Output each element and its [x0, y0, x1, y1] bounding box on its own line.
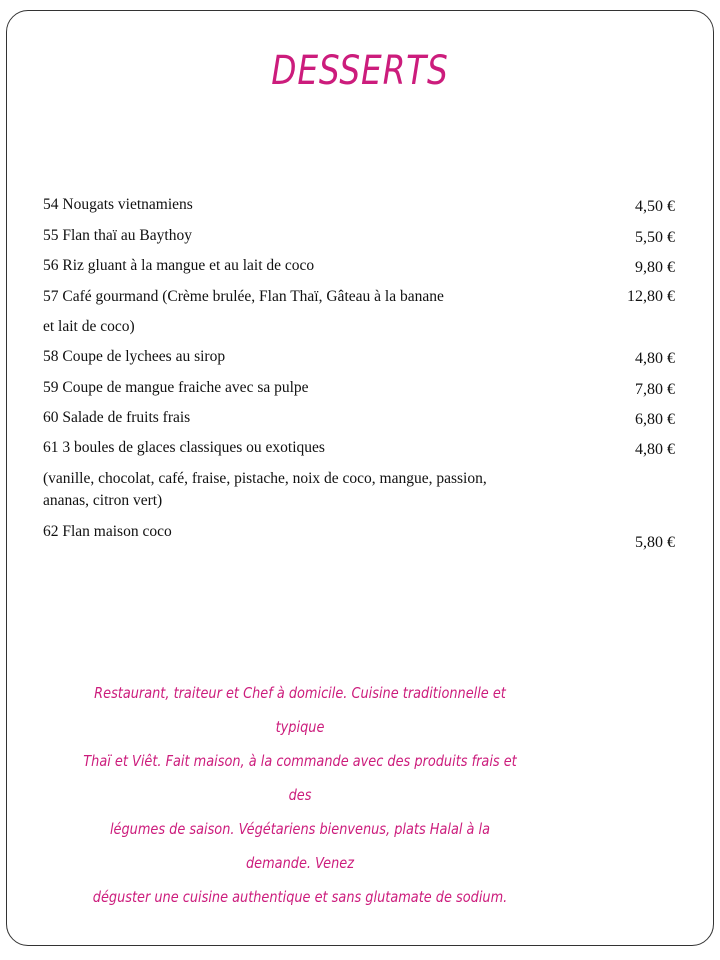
item-58-price: 4,80 €	[635, 350, 675, 367]
item-60-label: 60 Salade de fruits frais	[43, 409, 191, 426]
item-56-price: 9,80 €	[635, 259, 675, 276]
page-title: DESSERTS	[271, 48, 449, 94]
item-60-price: 6,80 €	[635, 411, 675, 428]
item-56-label: 56 Riz gluant à la mangue et au lait de coco	[43, 257, 315, 274]
item-61-label: 61 3 boules de glaces classiques ou exotiques	[43, 439, 325, 456]
description-line: déguster une cuisine authentique et sans glutamate de sodium.	[92, 888, 508, 906]
description-line: Thaï et Viêt. Fait maison, à la commande avec des produits frais et des	[83, 752, 517, 804]
item-62-label: 62 Flan maison coco	[43, 523, 172, 540]
item-59-label: 59 Coupe de mangue fraiche avec sa pulpe	[43, 379, 309, 396]
item-57-label: 57 Café gourmand (Crème brulée, Flan Thaï, Gâteau à la banane	[43, 288, 444, 305]
item-55-label: 55 Flan thaï au Baythoy	[43, 227, 192, 244]
restaurant-description	[76, 676, 523, 914]
item-54-label: 54 Nougats vietnamiens	[43, 196, 193, 213]
item-54-price: 4,50 €	[635, 198, 675, 215]
item-55-price: 5,50 €	[635, 229, 675, 246]
description-line: Restaurant, traiteur et Chef à domicile. Cuisine traditionnelle et typique	[94, 684, 506, 736]
item-59-price: 7,80 €	[635, 381, 675, 398]
item-57-price: 12,80 €	[627, 288, 675, 305]
item-62-price: 5,80 €	[635, 534, 675, 551]
item-58-label: 58 Coupe de lychees au sirop	[43, 348, 226, 365]
item-61-flavours-cont: ananas, citron vert)	[43, 492, 163, 509]
item-61-flavours: (vanille, chocolat, café, fraise, pistache, noix de coco, mangue, passion,	[43, 470, 487, 487]
description-line: légumes de saison. Végétariens bienvenus, plats Halal à la demande. Venez	[109, 820, 491, 872]
item-61-price: 4,80 €	[635, 441, 675, 458]
item-57-label-cont: et lait de coco)	[43, 318, 135, 335]
